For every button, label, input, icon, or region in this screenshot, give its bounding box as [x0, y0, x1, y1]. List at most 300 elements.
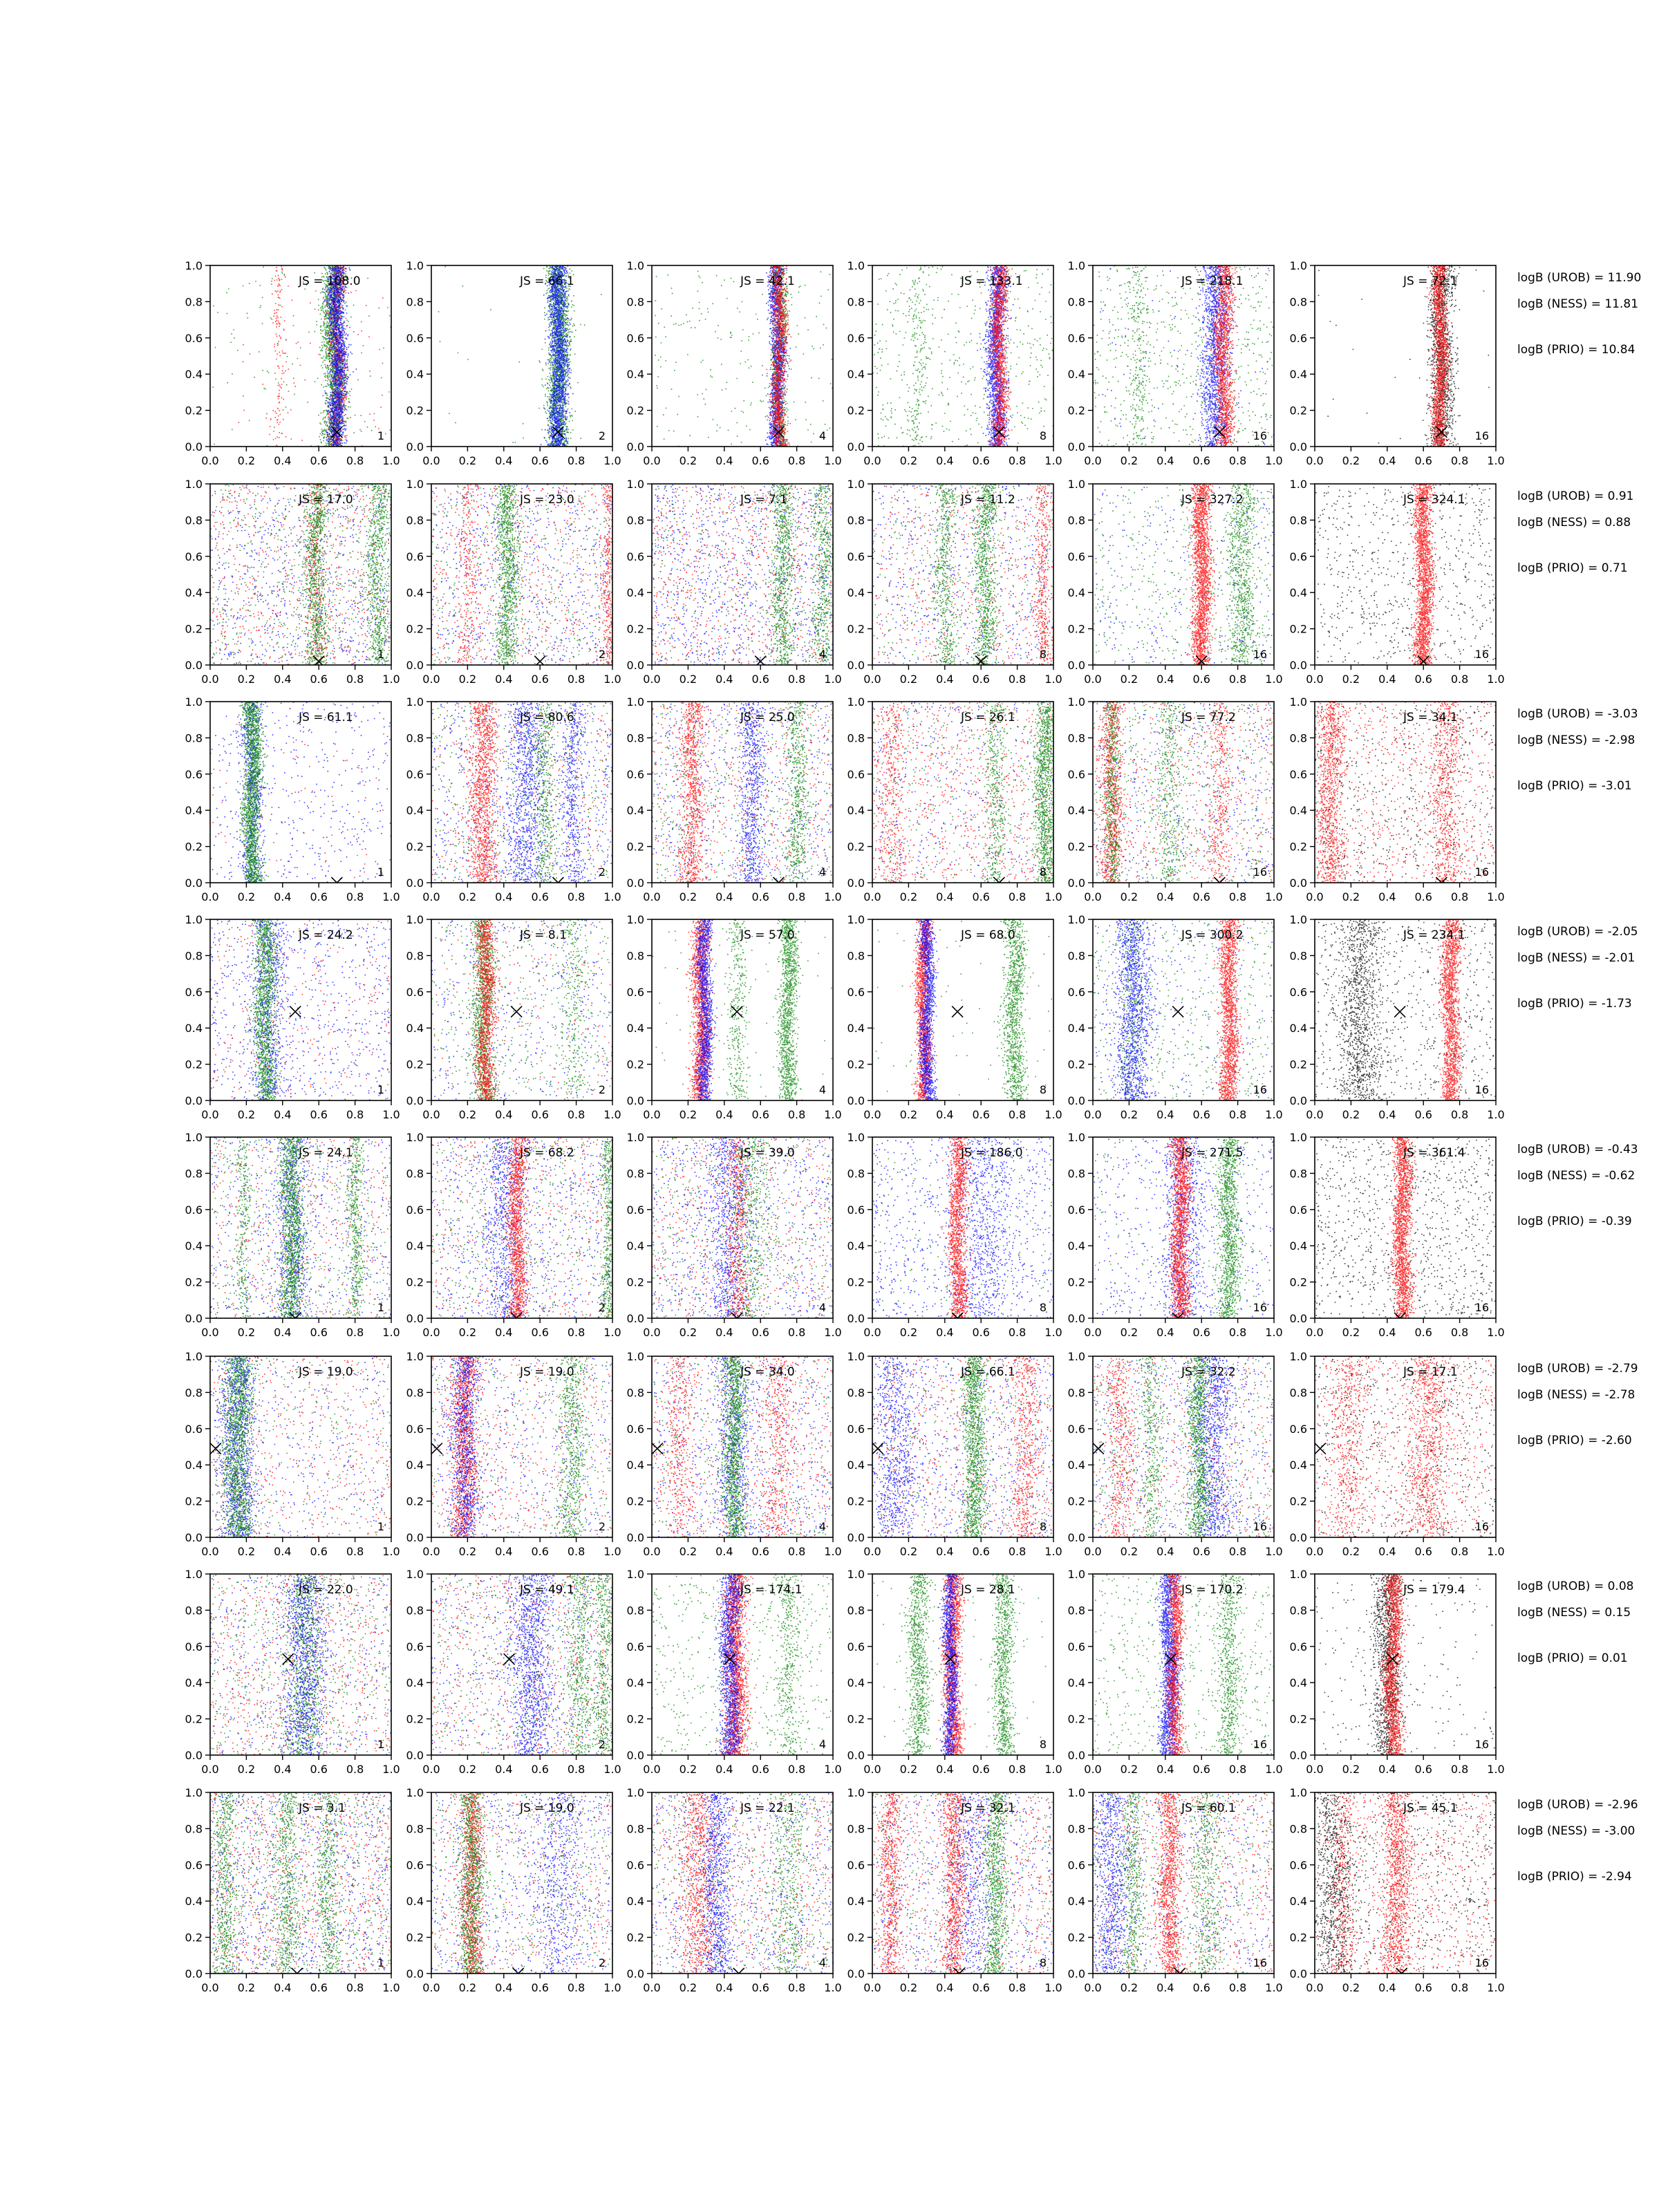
panel-count-label: 4 — [818, 1956, 826, 1969]
x-tick-label: 0.0 — [422, 673, 440, 686]
y-tick-label: 0.8 — [185, 1386, 203, 1400]
scatter-panel — [847, 695, 1062, 903]
y-tick-label: 0.8 — [1067, 295, 1085, 309]
y-tick-label: 0.0 — [1067, 877, 1085, 890]
x-tick-label: 1.0 — [603, 1108, 621, 1121]
y-tick-label: 0.4 — [626, 1022, 644, 1035]
x-tick-label: 0.4 — [1156, 890, 1174, 903]
y-tick-label: 0.8 — [1067, 1822, 1085, 1836]
x-tick-label: 1.0 — [1044, 890, 1062, 903]
scatter-panel — [406, 1568, 621, 1776]
y-tick-label: 1.0 — [1067, 259, 1085, 272]
panel-background — [872, 265, 1053, 447]
x-tick-label: 0.0 — [1306, 1326, 1324, 1339]
y-tick-label: 1.0 — [1067, 1568, 1085, 1581]
scatter-panel — [185, 1786, 400, 1994]
y-tick-label: 0.8 — [847, 514, 865, 527]
x-tick-label: 0.6 — [310, 1108, 328, 1121]
x-tick-label: 0.6 — [972, 1545, 990, 1558]
y-tick-label: 1.0 — [1067, 1131, 1085, 1144]
x-tick-label: 0.0 — [863, 1326, 881, 1339]
y-tick-label: 0.8 — [185, 1822, 203, 1836]
scatter-panel — [406, 478, 621, 686]
y-tick-label: 0.6 — [847, 1203, 865, 1217]
scatter-panel — [847, 1131, 1062, 1339]
x-tick-label: 0.2 — [458, 1981, 477, 1994]
x-tick-label: 0.2 — [458, 454, 477, 467]
y-tick-label: 0.2 — [406, 404, 424, 418]
y-tick-label: 0.8 — [626, 731, 644, 745]
panel-count-label: 8 — [1039, 1520, 1047, 1533]
y-tick-label: 1.0 — [1067, 695, 1085, 709]
y-tick-label: 0.2 — [626, 1931, 644, 1944]
y-tick-label: 0.4 — [406, 1022, 424, 1035]
x-tick-label: 0.8 — [1450, 1981, 1469, 1994]
x-tick-label: 0.6 — [1414, 1108, 1432, 1121]
panel-count-label: 16 — [1253, 1301, 1267, 1314]
x-tick-label: 1.0 — [603, 1981, 621, 1994]
panel-count-label: 8 — [1039, 1083, 1047, 1096]
x-tick-label: 1.0 — [382, 454, 400, 467]
y-tick-label: 0.8 — [406, 514, 424, 527]
x-tick-label: 0.8 — [346, 1763, 364, 1776]
y-tick-label: 0.8 — [406, 731, 424, 745]
x-tick-label: 0.6 — [1414, 890, 1432, 903]
x-tick-label: 1.0 — [824, 1981, 842, 1994]
logb-prio-label: logB (PRIO) = 0.71 — [1517, 561, 1628, 575]
x-tick-label: 0.0 — [1306, 1981, 1324, 1994]
y-tick-label: 0.2 — [847, 1712, 865, 1726]
y-tick-label: 0.0 — [406, 1312, 424, 1325]
y-tick-label: 0.6 — [1067, 550, 1085, 563]
x-tick-label: 0.2 — [237, 1108, 256, 1121]
scatter-panel — [627, 259, 842, 467]
y-tick-label: 0.8 — [847, 295, 865, 309]
x-tick-label: 0.6 — [751, 1108, 769, 1121]
y-tick-label: 0.4 — [847, 1459, 865, 1472]
js-annotation: JS = 25.0 — [740, 711, 795, 724]
x-tick-label: 0.2 — [1342, 1545, 1360, 1558]
y-tick-label: 0.2 — [185, 1058, 203, 1071]
scatter-panel — [847, 913, 1062, 1121]
y-tick-label: 0.0 — [1067, 1967, 1085, 1980]
x-tick-label: 0.4 — [274, 1545, 292, 1558]
panel-count-label: 8 — [1039, 1738, 1047, 1751]
y-tick-label: 0.8 — [847, 1167, 865, 1181]
x-tick-label: 0.0 — [643, 454, 661, 467]
x-tick-label: 0.8 — [346, 1545, 364, 1558]
panel-background — [652, 1792, 833, 1974]
js-annotation: JS = 42.1 — [740, 274, 795, 288]
x-tick-label: 0.4 — [274, 1326, 292, 1339]
y-tick-label: 0.6 — [847, 550, 865, 563]
x-tick-label: 0.2 — [679, 890, 697, 903]
x-tick-label: 0.0 — [1306, 1763, 1324, 1776]
y-tick-label: 0.0 — [185, 1967, 203, 1980]
y-tick-label: 1.0 — [1067, 913, 1085, 926]
y-tick-label: 0.6 — [1289, 767, 1307, 781]
js-annotation: JS = 11.2 — [961, 493, 1015, 507]
x-tick-label: 0.4 — [1156, 1763, 1174, 1776]
y-tick-label: 1.0 — [1289, 259, 1307, 272]
x-tick-label: 0.2 — [458, 1326, 477, 1339]
scatter-panel — [1068, 913, 1283, 1121]
js-annotation: JS = 17.0 — [299, 493, 353, 507]
x-tick-label: 0.0 — [643, 1108, 661, 1121]
scatter-panel — [847, 1786, 1062, 1994]
x-tick-label: 0.8 — [1450, 1763, 1469, 1776]
panel-count-label: 8 — [1039, 429, 1047, 442]
x-tick-label: 1.0 — [1044, 1763, 1062, 1776]
y-tick-label: 0.6 — [847, 1858, 865, 1872]
x-tick-label: 0.4 — [1378, 1545, 1396, 1558]
x-tick-label: 0.6 — [751, 1763, 769, 1776]
x-tick-label: 0.6 — [1414, 673, 1432, 686]
scatter-panel — [847, 478, 1062, 686]
x-tick-label: 0.8 — [567, 454, 585, 467]
x-tick-label: 0.2 — [899, 890, 918, 903]
x-tick-label: 0.8 — [346, 1108, 364, 1121]
y-tick-label: 0.2 — [847, 1931, 865, 1944]
y-tick-label: 1.0 — [847, 478, 865, 491]
y-tick-label: 0.6 — [847, 331, 865, 345]
x-tick-label: 0.4 — [1156, 1545, 1174, 1558]
x-tick-label: 0.2 — [237, 1545, 256, 1558]
y-tick-label: 0.8 — [626, 1604, 644, 1618]
scatter-panel — [847, 1350, 1062, 1558]
x-tick-label: 0.2 — [1342, 1981, 1360, 1994]
y-tick-label: 1.0 — [185, 695, 203, 709]
y-tick-label: 0.4 — [1067, 804, 1085, 818]
x-tick-label: 0.8 — [567, 1981, 585, 1994]
panel-background — [872, 1792, 1053, 1974]
x-tick-label: 0.2 — [679, 1108, 697, 1121]
x-tick-label: 0.4 — [715, 1763, 733, 1776]
js-annotation: JS = 66.1 — [961, 1365, 1015, 1379]
y-tick-label: 0.6 — [406, 331, 424, 345]
y-tick-label: 1.0 — [626, 478, 644, 491]
y-tick-label: 0.8 — [626, 1167, 644, 1181]
x-tick-label: 0.6 — [1192, 890, 1210, 903]
x-tick-label: 0.2 — [679, 1545, 697, 1558]
y-tick-label: 1.0 — [626, 259, 644, 272]
x-tick-label: 1.0 — [1265, 1108, 1283, 1121]
panel-background — [1315, 265, 1496, 447]
y-tick-label: 0.4 — [847, 586, 865, 600]
y-tick-label: 1.0 — [185, 1131, 203, 1144]
panel-count-label: 2 — [598, 865, 606, 879]
x-tick-label: 0.2 — [1342, 673, 1360, 686]
scatter-panel — [627, 695, 842, 903]
x-tick-label: 0.2 — [237, 673, 256, 686]
panel-count-label: 2 — [598, 648, 606, 661]
y-tick-label: 0.8 — [847, 731, 865, 745]
x-tick-label: 1.0 — [382, 1545, 400, 1558]
y-tick-label: 0.0 — [1289, 1312, 1307, 1325]
x-tick-label: 1.0 — [1487, 1763, 1505, 1776]
logb-ness-label: logB (NESS) = 0.15 — [1517, 1606, 1631, 1620]
x-tick-label: 0.2 — [237, 890, 256, 903]
logb-urob-label: logB (UROB) = 0.08 — [1517, 1580, 1634, 1593]
y-tick-label: 0.0 — [406, 440, 424, 453]
panel-count-label: 1 — [377, 1520, 384, 1533]
y-tick-label: 0.2 — [626, 622, 644, 636]
logb-prio-label: logB (PRIO) = 10.84 — [1517, 343, 1635, 357]
x-tick-label: 0.0 — [643, 1326, 661, 1339]
x-tick-label: 0.6 — [310, 1763, 328, 1776]
panel-count-label: 4 — [818, 429, 826, 442]
panel-count-label: 16 — [1253, 429, 1267, 442]
y-tick-label: 0.2 — [847, 404, 865, 418]
js-annotation: JS = 80.6 — [520, 711, 574, 724]
x-tick-label: 0.0 — [863, 673, 881, 686]
x-tick-label: 0.6 — [1192, 1545, 1210, 1558]
y-tick-label: 0.2 — [406, 1494, 424, 1508]
y-tick-label: 1.0 — [626, 1350, 644, 1363]
panel-count-label: 16 — [1253, 1738, 1267, 1751]
y-tick-label: 0.6 — [406, 550, 424, 563]
y-tick-label: 0.8 — [406, 1822, 424, 1836]
y-tick-label: 0.8 — [1289, 731, 1307, 745]
y-tick-label: 0.6 — [1289, 985, 1307, 999]
x-tick-label: 1.0 — [1265, 1326, 1283, 1339]
x-tick-label: 0.4 — [274, 1108, 292, 1121]
x-tick-label: 0.6 — [1192, 1763, 1210, 1776]
panel-count-label: 16 — [1253, 865, 1267, 879]
x-tick-label: 0.6 — [1192, 454, 1210, 467]
x-tick-label: 1.0 — [603, 1545, 621, 1558]
y-tick-label: 0.4 — [626, 1895, 644, 1909]
y-tick-label: 0.0 — [847, 659, 865, 672]
y-tick-label: 0.6 — [1289, 1640, 1307, 1653]
y-tick-label: 1.0 — [847, 1131, 865, 1144]
x-tick-label: 1.0 — [1265, 1981, 1283, 1994]
y-tick-label: 0.0 — [847, 440, 865, 453]
panel-count-label: 16 — [1253, 648, 1267, 661]
y-tick-label: 0.4 — [626, 804, 644, 818]
y-tick-label: 0.4 — [626, 1239, 644, 1253]
x-tick-label: 1.0 — [603, 1763, 621, 1776]
x-tick-label: 0.8 — [1008, 673, 1027, 686]
y-tick-label: 0.8 — [626, 1386, 644, 1400]
x-tick-label: 0.2 — [1120, 1981, 1138, 1994]
js-annotation: JS = 22.0 — [299, 1583, 353, 1597]
y-tick-label: 0.0 — [1289, 877, 1307, 890]
panel-background — [1093, 265, 1274, 447]
js-annotation: JS = 32.1 — [961, 1801, 1015, 1815]
y-tick-label: 0.2 — [1289, 1494, 1307, 1508]
y-tick-label: 0.0 — [406, 1094, 424, 1107]
js-annotation: JS = 72.1 — [1403, 274, 1458, 288]
x-tick-label: 0.8 — [787, 1326, 806, 1339]
y-tick-label: 0.0 — [185, 440, 203, 453]
js-annotation: JS = 68.0 — [961, 928, 1015, 942]
y-tick-label: 0.0 — [1067, 1749, 1085, 1762]
x-tick-label: 0.4 — [274, 1981, 292, 1994]
y-tick-label: 0.0 — [185, 1312, 203, 1325]
x-tick-label: 0.4 — [715, 1326, 733, 1339]
scatter-panel — [1068, 695, 1283, 903]
y-tick-label: 0.2 — [406, 1275, 424, 1289]
logb-prio-label: logB (PRIO) = -2.60 — [1517, 1434, 1632, 1447]
x-tick-label: 1.0 — [824, 454, 842, 467]
x-tick-label: 0.4 — [1378, 1981, 1396, 1994]
y-tick-label: 0.0 — [626, 1749, 644, 1762]
y-tick-label: 0.2 — [1289, 1275, 1307, 1289]
y-tick-label: 0.4 — [185, 1459, 203, 1472]
js-annotation: JS = 19.0 — [520, 1365, 574, 1379]
y-tick-label: 0.4 — [626, 1459, 644, 1472]
x-tick-label: 0.2 — [1342, 1108, 1360, 1121]
x-tick-label: 1.0 — [1487, 454, 1505, 467]
y-tick-label: 0.0 — [626, 1312, 644, 1325]
y-tick-label: 0.8 — [626, 949, 644, 963]
panel-count-label: 2 — [598, 429, 606, 442]
x-tick-label: 0.4 — [1156, 1981, 1174, 1994]
x-tick-label: 0.4 — [1378, 1326, 1396, 1339]
x-tick-label: 1.0 — [1044, 1981, 1062, 1994]
y-tick-label: 0.2 — [406, 1712, 424, 1726]
y-tick-label: 0.8 — [406, 1604, 424, 1618]
y-tick-label: 0.6 — [185, 1422, 203, 1436]
js-annotation: JS = 174.1 — [740, 1583, 803, 1597]
x-tick-label: 1.0 — [1265, 673, 1283, 686]
x-tick-label: 0.0 — [643, 1545, 661, 1558]
scatter-panel — [1290, 913, 1505, 1121]
x-tick-label: 0.0 — [201, 1981, 219, 1994]
js-annotation: JS = 133.1 — [961, 274, 1023, 288]
x-tick-label: 1.0 — [382, 1108, 400, 1121]
x-tick-label: 0.8 — [567, 1763, 585, 1776]
x-tick-label: 0.2 — [899, 454, 918, 467]
y-tick-label: 0.8 — [1289, 1822, 1307, 1836]
y-tick-label: 0.8 — [1289, 514, 1307, 527]
x-tick-label: 0.4 — [274, 673, 292, 686]
x-tick-label: 0.4 — [936, 1108, 954, 1121]
y-tick-label: 0.4 — [1067, 1895, 1085, 1909]
y-tick-label: 0.8 — [185, 731, 203, 745]
panel-count-label: 8 — [1039, 865, 1047, 879]
panel-count-label: 4 — [818, 648, 826, 661]
x-tick-label: 0.4 — [495, 1326, 513, 1339]
panel-count-label: 16 — [1474, 1083, 1489, 1096]
y-tick-label: 0.4 — [1067, 586, 1085, 600]
x-tick-label: 0.6 — [1192, 1326, 1210, 1339]
x-tick-label: 0.8 — [567, 673, 585, 686]
x-tick-label: 0.2 — [899, 1108, 918, 1121]
panel-background — [210, 1356, 391, 1537]
y-tick-label: 0.2 — [847, 1275, 865, 1289]
x-tick-label: 0.2 — [458, 1545, 477, 1558]
x-tick-label: 0.2 — [1342, 890, 1360, 903]
panel-count-label: 16 — [1474, 1738, 1489, 1751]
js-annotation: JS = 19.0 — [520, 1801, 574, 1815]
y-tick-label: 0.0 — [847, 1967, 865, 1980]
y-tick-label: 0.6 — [185, 985, 203, 999]
y-tick-label: 0.0 — [1067, 1312, 1085, 1325]
y-tick-label: 1.0 — [1289, 695, 1307, 709]
panel-background — [431, 265, 612, 447]
logb-ness-label: logB (NESS) = -0.62 — [1517, 1169, 1635, 1183]
x-tick-label: 1.0 — [382, 1326, 400, 1339]
js-annotation: JS = 26.1 — [961, 711, 1015, 724]
js-annotation: JS = 179.4 — [1403, 1583, 1465, 1597]
js-annotation: JS = 7.1 — [740, 493, 787, 507]
x-tick-label: 0.0 — [422, 1981, 440, 1994]
js-annotation: JS = 61.1 — [299, 711, 353, 724]
x-tick-label: 0.0 — [1306, 1108, 1324, 1121]
y-tick-label: 0.6 — [626, 1422, 644, 1436]
y-tick-label: 0.6 — [626, 1203, 644, 1217]
scatter-panel — [1290, 1786, 1505, 1994]
x-tick-label: 0.4 — [495, 454, 513, 467]
panel-count-label: 1 — [377, 865, 384, 879]
x-tick-label: 1.0 — [1487, 1981, 1505, 1994]
scatter-panel — [1290, 1350, 1505, 1558]
x-tick-label: 0.4 — [1378, 1763, 1396, 1776]
x-tick-label: 0.6 — [1192, 673, 1210, 686]
js-annotation: JS = 19.0 — [299, 1365, 353, 1379]
panel-background — [1315, 484, 1496, 665]
y-tick-label: 0.0 — [1067, 440, 1085, 453]
y-tick-label: 0.6 — [1067, 985, 1085, 999]
x-tick-label: 0.8 — [787, 1545, 806, 1558]
panel-count-label: 1 — [377, 1083, 384, 1096]
y-tick-label: 0.6 — [626, 1858, 644, 1872]
y-tick-label: 0.8 — [185, 295, 203, 309]
y-tick-label: 0.2 — [1067, 1494, 1085, 1508]
x-tick-label: 0.4 — [936, 454, 954, 467]
x-tick-label: 0.8 — [787, 1981, 806, 1994]
panel-count-label: 4 — [818, 1083, 826, 1096]
panel-count-label: 1 — [377, 1738, 384, 1751]
y-tick-label: 0.6 — [626, 331, 644, 345]
x-tick-label: 0.8 — [1228, 1981, 1247, 1994]
x-tick-label: 0.2 — [1120, 1545, 1138, 1558]
y-tick-label: 0.2 — [185, 1275, 203, 1289]
scatter-panel — [627, 1131, 842, 1339]
x-tick-label: 0.2 — [237, 1326, 256, 1339]
x-tick-label: 0.8 — [1450, 1108, 1469, 1121]
x-tick-label: 0.0 — [863, 1108, 881, 1121]
y-tick-label: 0.6 — [1289, 1858, 1307, 1872]
y-tick-label: 0.8 — [847, 1604, 865, 1618]
x-tick-label: 0.0 — [1084, 1326, 1102, 1339]
panel-count-label: 1 — [377, 1301, 384, 1314]
y-tick-label: 1.0 — [1067, 1350, 1085, 1363]
x-tick-label: 0.6 — [1192, 1981, 1210, 1994]
js-annotation: JS = 361.4 — [1403, 1146, 1465, 1160]
y-tick-label: 0.4 — [847, 804, 865, 818]
panel-count-label: 2 — [598, 1520, 606, 1533]
y-tick-label: 0.2 — [185, 1931, 203, 1944]
y-tick-label: 1.0 — [406, 478, 424, 491]
y-tick-label: 1.0 — [847, 259, 865, 272]
y-tick-label: 0.4 — [626, 586, 644, 600]
y-tick-label: 0.0 — [185, 1531, 203, 1544]
scatter-panel — [1290, 1568, 1505, 1776]
x-tick-label: 0.2 — [1120, 890, 1138, 903]
x-tick-label: 0.8 — [1450, 454, 1469, 467]
y-tick-label: 1.0 — [406, 259, 424, 272]
y-tick-label: 1.0 — [1067, 1786, 1085, 1799]
x-tick-label: 0.6 — [531, 1545, 549, 1558]
y-tick-label: 0.8 — [1067, 1604, 1085, 1618]
y-tick-label: 0.2 — [626, 840, 644, 854]
y-tick-label: 0.0 — [1067, 659, 1085, 672]
x-tick-label: 0.0 — [1306, 1545, 1324, 1558]
x-tick-label: 0.8 — [346, 1326, 364, 1339]
